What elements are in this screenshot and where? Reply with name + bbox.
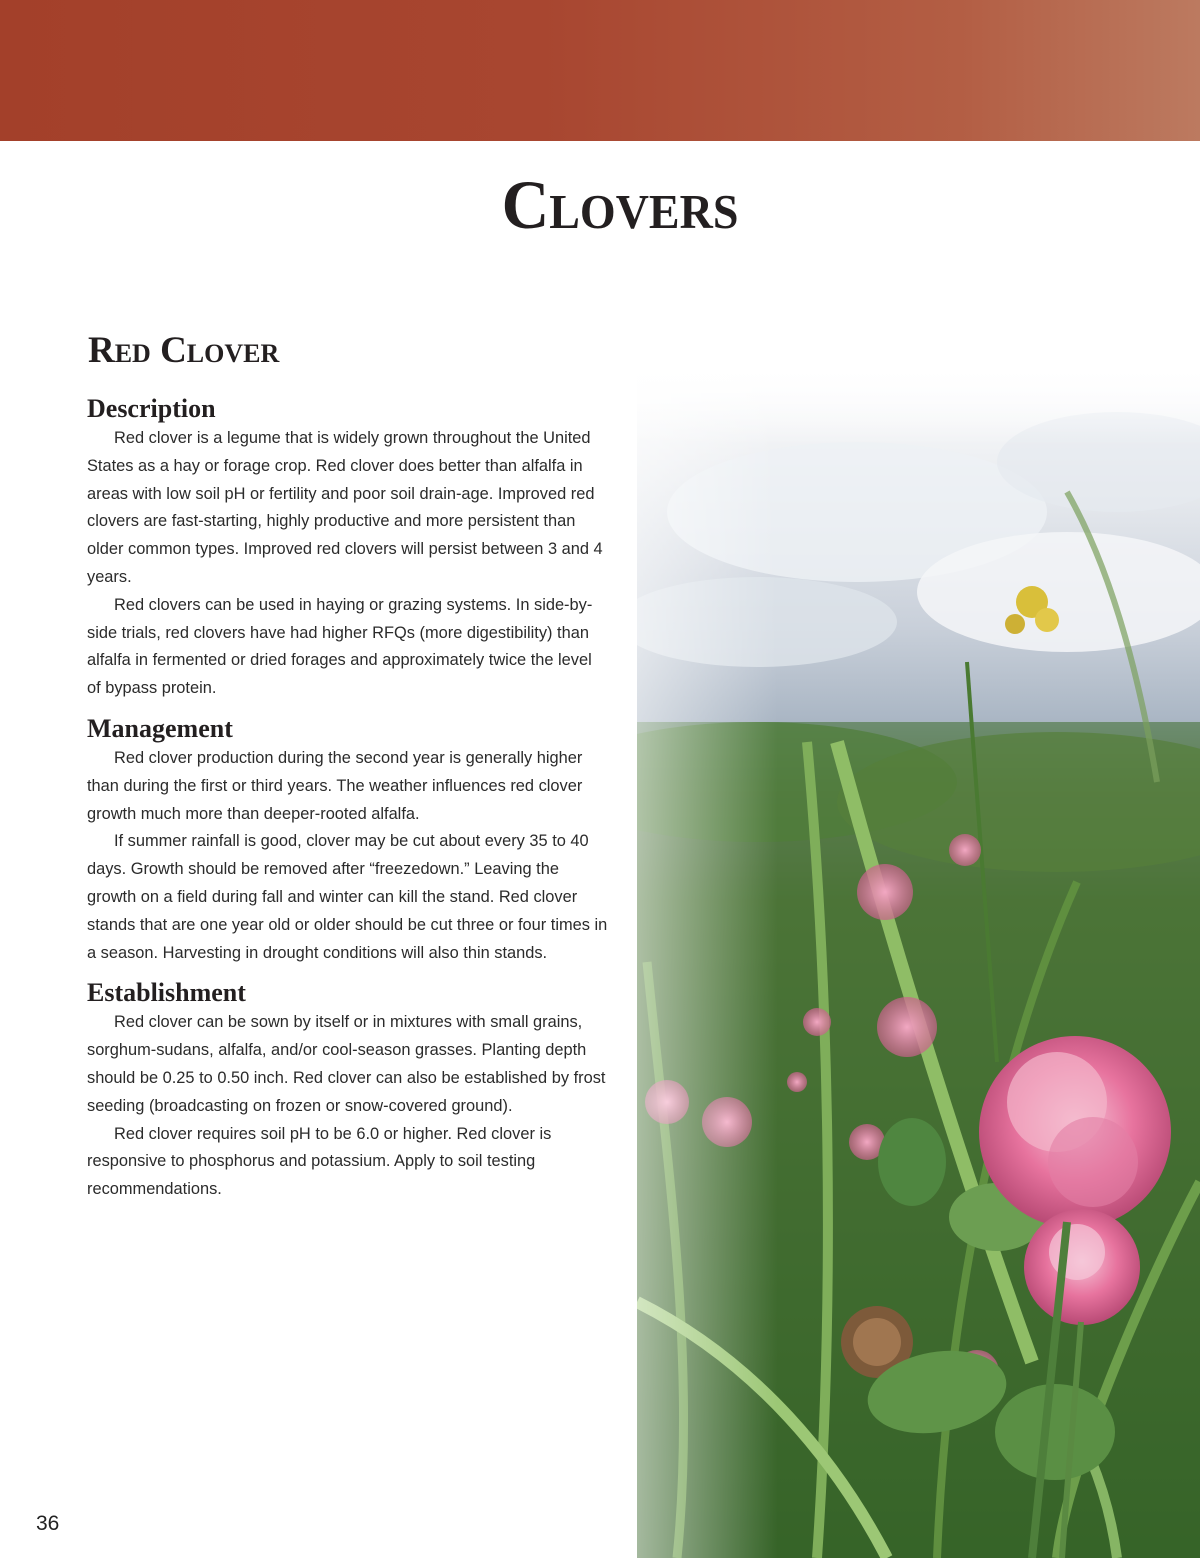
- subhead-establishment: Establishment: [87, 978, 246, 1008]
- paragraph: Red clover production during the second year is generally higher than during the first or third years. The weather influences red clover growth much more than deeper-rooted alfalfa.: [87, 748, 583, 823]
- page-title: Clovers: [501, 167, 739, 244]
- paragraph: If summer rainfall is good, clover may be cut about every 35 to 40 days. Growth should be removed after “freezedown.” Leaving the growth on a field during fall and winter can kill the stand. Red clover stands that are one year old or older should be cut three or four times in a season. Harvesting in drought conditions will also thin stands.: [87, 832, 608, 962]
- paragraph: Red clovers can be used in haying or grazing systems. In side-by-side trials, red clovers have had higher RFQs (more digestibility) than alfalfa in fermented or dried forages and approximately twice the level of bypass protein.: [87, 595, 593, 698]
- section-title: Red Clover: [88, 330, 280, 371]
- red-clover-photo: [637, 362, 1200, 1558]
- subhead-description: Description: [87, 394, 216, 423]
- paragraph: Red clover can be sown by itself or in mixtures with small grains, sorghum-sudans, alfalfa, and/or cool-season grasses. Planting depth should be 0.25 to 0.50 inch. Red clover can also be established by frost seeding (broadcasting on frozen or snow-covered ground).: [87, 1013, 606, 1115]
- paragraph: Red clover requires soil pH to be 6.0 or higher. Red clover is responsive to phosphorus and potassium. Apply to soil testing recommendations.: [87, 1124, 552, 1199]
- page-number: 36: [36, 1512, 60, 1535]
- article-body: [87, 393, 609, 1204]
- subhead-management: Management: [87, 713, 233, 743]
- paragraph: Red clover is a legume that is widely grown throughout the United States as a hay or forage crop. Red clover does better than alfalfa in areas with low soil pH or fertility and poor soil drain-age. Improved red clovers are fast-starting, highly productive and more persistent than older common types. Improved red clovers will persist between 3 and 4 years.: [87, 429, 603, 586]
- header-band: [0, 0, 1200, 141]
